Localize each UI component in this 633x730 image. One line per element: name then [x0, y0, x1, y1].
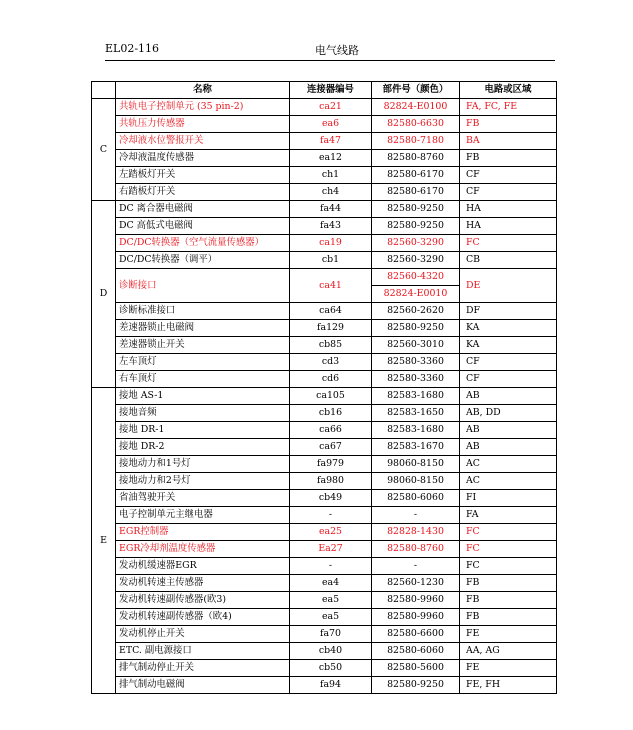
part-number: 82560-3010 — [372, 337, 460, 354]
circuit-area: BA — [460, 133, 557, 150]
circuit-area: FB — [460, 575, 557, 592]
connector-number: fa70 — [290, 626, 372, 643]
circuit-area: FC — [460, 524, 557, 541]
table-row — [92, 422, 557, 439]
page-code: EL02-116 — [105, 42, 160, 55]
connector-number: ea5 — [290, 609, 372, 626]
component-name: EGR冷却剂温度传感器 — [116, 541, 290, 558]
part-number: 82560-3290 — [372, 252, 460, 269]
connector-number: cb40 — [290, 643, 372, 660]
connector-number: ca67 — [290, 439, 372, 456]
circuit-area: FB — [460, 150, 557, 167]
part-number: 82580-6060 — [372, 643, 460, 660]
component-name: 左踏板灯开关 — [116, 167, 290, 184]
part-number: 82580-9250 — [372, 677, 460, 694]
connector-number: - — [290, 558, 372, 575]
component-name: 排气制动电磁阀 — [116, 677, 290, 694]
connector-number: ea4 — [290, 575, 372, 592]
component-name: 诊断标准接口 — [116, 303, 290, 320]
part-number: 82580-8760 — [372, 541, 460, 558]
table-row — [92, 99, 557, 116]
section-letter: E — [92, 388, 116, 694]
connector-number: ea5 — [290, 592, 372, 609]
part-number: 82824-E0010 — [372, 286, 460, 303]
table-row — [92, 184, 557, 201]
part-number: 82580-8760 — [372, 150, 460, 167]
part-number: 82828-1430 — [372, 524, 460, 541]
table-row — [92, 524, 557, 541]
table-row — [92, 354, 557, 371]
component-name: 差速器锁止电磁阀 — [116, 320, 290, 337]
circuit-area: AB, DD — [460, 405, 557, 422]
connector-number: fa979 — [290, 456, 372, 473]
component-name: 发动机转速主传感器 — [116, 575, 290, 592]
circuit-area: FC — [460, 541, 557, 558]
component-name: 发动机停止开关 — [116, 626, 290, 643]
connector-number: ca105 — [290, 388, 372, 405]
circuit-area: DE — [460, 269, 557, 303]
component-name: 电子控制单元主继电器 — [116, 507, 290, 524]
table-row — [92, 541, 557, 558]
table-row — [92, 150, 557, 167]
part-number: 82580-9250 — [372, 320, 460, 337]
component-name: DC/DC转换器（调平） — [116, 252, 290, 269]
component-name: 差速器锁止开关 — [116, 337, 290, 354]
part-number: 82580-9250 — [372, 218, 460, 235]
circuit-area: AC — [460, 473, 557, 490]
circuit-area: FA, FC, FE — [460, 99, 557, 116]
part-number: 98060-8150 — [372, 473, 460, 490]
part-number: 82580-3360 — [372, 354, 460, 371]
table-row — [92, 201, 557, 218]
table-row — [92, 218, 557, 235]
table-row — [92, 626, 557, 643]
part-number: 82580-9960 — [372, 592, 460, 609]
connector-number: cb85 — [290, 337, 372, 354]
circuit-area: CF — [460, 371, 557, 388]
circuit-area: FE, FH — [460, 677, 557, 694]
connector-number: cd6 — [290, 371, 372, 388]
circuit-area: FE — [460, 660, 557, 677]
page-title: 电气线路 — [315, 44, 359, 57]
circuit-area: CF — [460, 184, 557, 201]
part-number: 82580-7180 — [372, 133, 460, 150]
component-name: 接地 DR-2 — [116, 439, 290, 456]
table-row — [92, 677, 557, 694]
part-number: 82560-4320 — [372, 269, 460, 286]
connector-number: fa44 — [290, 201, 372, 218]
connector-number: - — [290, 507, 372, 524]
circuit-area: FC — [460, 235, 557, 252]
table-row — [92, 507, 557, 524]
table-row — [92, 269, 557, 286]
part-number: 82580-6170 — [372, 167, 460, 184]
part-number: 82560-2620 — [372, 303, 460, 320]
circuit-area: CF — [460, 167, 557, 184]
circuit-area: HA — [460, 201, 557, 218]
connector-number: fa980 — [290, 473, 372, 490]
connector-number: fa47 — [290, 133, 372, 150]
circuit-area: FB — [460, 592, 557, 609]
component-name: 右踏板灯开关 — [116, 184, 290, 201]
component-name: 接地音频 — [116, 405, 290, 422]
part-number: 82580-9250 — [372, 201, 460, 218]
part-number: 98060-8150 — [372, 456, 460, 473]
part-number: 82580-9960 — [372, 609, 460, 626]
connector-number: fa43 — [290, 218, 372, 235]
component-name: DC 高低式电磁阀 — [116, 218, 290, 235]
circuit-area: AB — [460, 439, 557, 456]
connector-table — [91, 81, 557, 694]
part-number: 82583-1670 — [372, 439, 460, 456]
table-row — [92, 456, 557, 473]
table-row — [92, 235, 557, 252]
connector-number: ca41 — [290, 269, 372, 303]
part-number: 82580-6630 — [372, 116, 460, 133]
component-name: 冷却液温度传感器 — [116, 150, 290, 167]
part-number: 82580-3360 — [372, 371, 460, 388]
component-name: 接地动力和2号灯 — [116, 473, 290, 490]
component-name: 省油驾驶开关 — [116, 490, 290, 507]
table-row — [92, 490, 557, 507]
header-part-number: 部件号（颜色） — [372, 82, 460, 99]
table-row — [92, 439, 557, 456]
part-number: - — [372, 558, 460, 575]
table-row — [92, 592, 557, 609]
component-name: 冷却液水位警报开关 — [116, 133, 290, 150]
part-number: 82580-6170 — [372, 184, 460, 201]
part-number: 82583-1650 — [372, 405, 460, 422]
connector-number: ca64 — [290, 303, 372, 320]
part-number: 82580-5600 — [372, 660, 460, 677]
circuit-area: FI — [460, 490, 557, 507]
table-row — [92, 303, 557, 320]
circuit-area: CF — [460, 354, 557, 371]
part-number: 82580-6060 — [372, 490, 460, 507]
connector-number: Ea27 — [290, 541, 372, 558]
section-letter: D — [92, 201, 116, 388]
circuit-area: KA — [460, 337, 557, 354]
connector-number: cb1 — [290, 252, 372, 269]
header-circuit: 电路或区域 — [460, 82, 557, 99]
circuit-area: AA, AG — [460, 643, 557, 660]
circuit-area: FB — [460, 609, 557, 626]
table-row — [92, 337, 557, 354]
table-row — [92, 388, 557, 405]
section-letter: C — [92, 99, 116, 201]
part-number: - — [372, 507, 460, 524]
part-number: 82824-E0100 — [372, 99, 460, 116]
circuit-area: FE — [460, 626, 557, 643]
table-row — [92, 405, 557, 422]
component-name: DC/DC转换器（空气流量传感器） — [116, 235, 290, 252]
connector-number: ea6 — [290, 116, 372, 133]
part-number: 82560-1230 — [372, 575, 460, 592]
component-name: EGR控制器 — [116, 524, 290, 541]
connector-number: fa129 — [290, 320, 372, 337]
connector-number: ea12 — [290, 150, 372, 167]
table-row — [92, 575, 557, 592]
header-connector: 连接器编号 — [290, 82, 372, 99]
component-name: 接地 AS-1 — [116, 388, 290, 405]
circuit-area: AB — [460, 422, 557, 439]
connector-number: ea25 — [290, 524, 372, 541]
circuit-area: KA — [460, 320, 557, 337]
component-name: 左车顶灯 — [116, 354, 290, 371]
component-name: 排气制动停止开关 — [116, 660, 290, 677]
table-row — [92, 660, 557, 677]
connector-number: ca21 — [290, 99, 372, 116]
table-header-row — [92, 82, 557, 99]
part-number: 82583-1680 — [372, 388, 460, 405]
table-body — [92, 99, 557, 694]
component-name: 发动机缓速器EGR — [116, 558, 290, 575]
table-row — [92, 116, 557, 133]
table-row — [92, 643, 557, 660]
part-number: 82580-6600 — [372, 626, 460, 643]
component-name: 接地动力和1号灯 — [116, 456, 290, 473]
circuit-area: FB — [460, 116, 557, 133]
table-row — [92, 320, 557, 337]
connector-number: cb49 — [290, 490, 372, 507]
component-name: 接地 DR-1 — [116, 422, 290, 439]
component-name: DC 离合器电磁阀 — [116, 201, 290, 218]
connector-number: ca66 — [290, 422, 372, 439]
part-number: 82560-3290 — [372, 235, 460, 252]
part-number: 82583-1680 — [372, 422, 460, 439]
connector-number: cb50 — [290, 660, 372, 677]
component-name: 发动机转速副传感器(欧3) — [116, 592, 290, 609]
connector-number: fa94 — [290, 677, 372, 694]
component-name: 共轨压力传感器 — [116, 116, 290, 133]
table-row — [92, 473, 557, 490]
component-name: 共轨电子控制单元 (35 pin-2) — [116, 99, 290, 116]
component-name: 诊断接口 — [116, 269, 290, 303]
table-row — [92, 252, 557, 269]
connector-number: cd3 — [290, 354, 372, 371]
table-row — [92, 133, 557, 150]
component-name: ETC. 副电源接口 — [116, 643, 290, 660]
page-header — [105, 40, 555, 61]
circuit-area: FC — [460, 558, 557, 575]
circuit-area: DF — [460, 303, 557, 320]
circuit-area: AB — [460, 388, 557, 405]
circuit-area: FA — [460, 507, 557, 524]
circuit-area: HA — [460, 218, 557, 235]
circuit-area: CB — [460, 252, 557, 269]
connector-number: cb16 — [290, 405, 372, 422]
connector-number: ch1 — [290, 167, 372, 184]
component-name: 右车顶灯 — [116, 371, 290, 388]
table-row — [92, 167, 557, 184]
header-name: 名称 — [116, 82, 290, 99]
header-section — [92, 82, 116, 99]
connector-number: ch4 — [290, 184, 372, 201]
circuit-area: AC — [460, 456, 557, 473]
table-row — [92, 609, 557, 626]
table-row — [92, 558, 557, 575]
table-row — [92, 371, 557, 388]
component-name: 发动机转速副传感器（欧4) — [116, 609, 290, 626]
connector-number: ca19 — [290, 235, 372, 252]
